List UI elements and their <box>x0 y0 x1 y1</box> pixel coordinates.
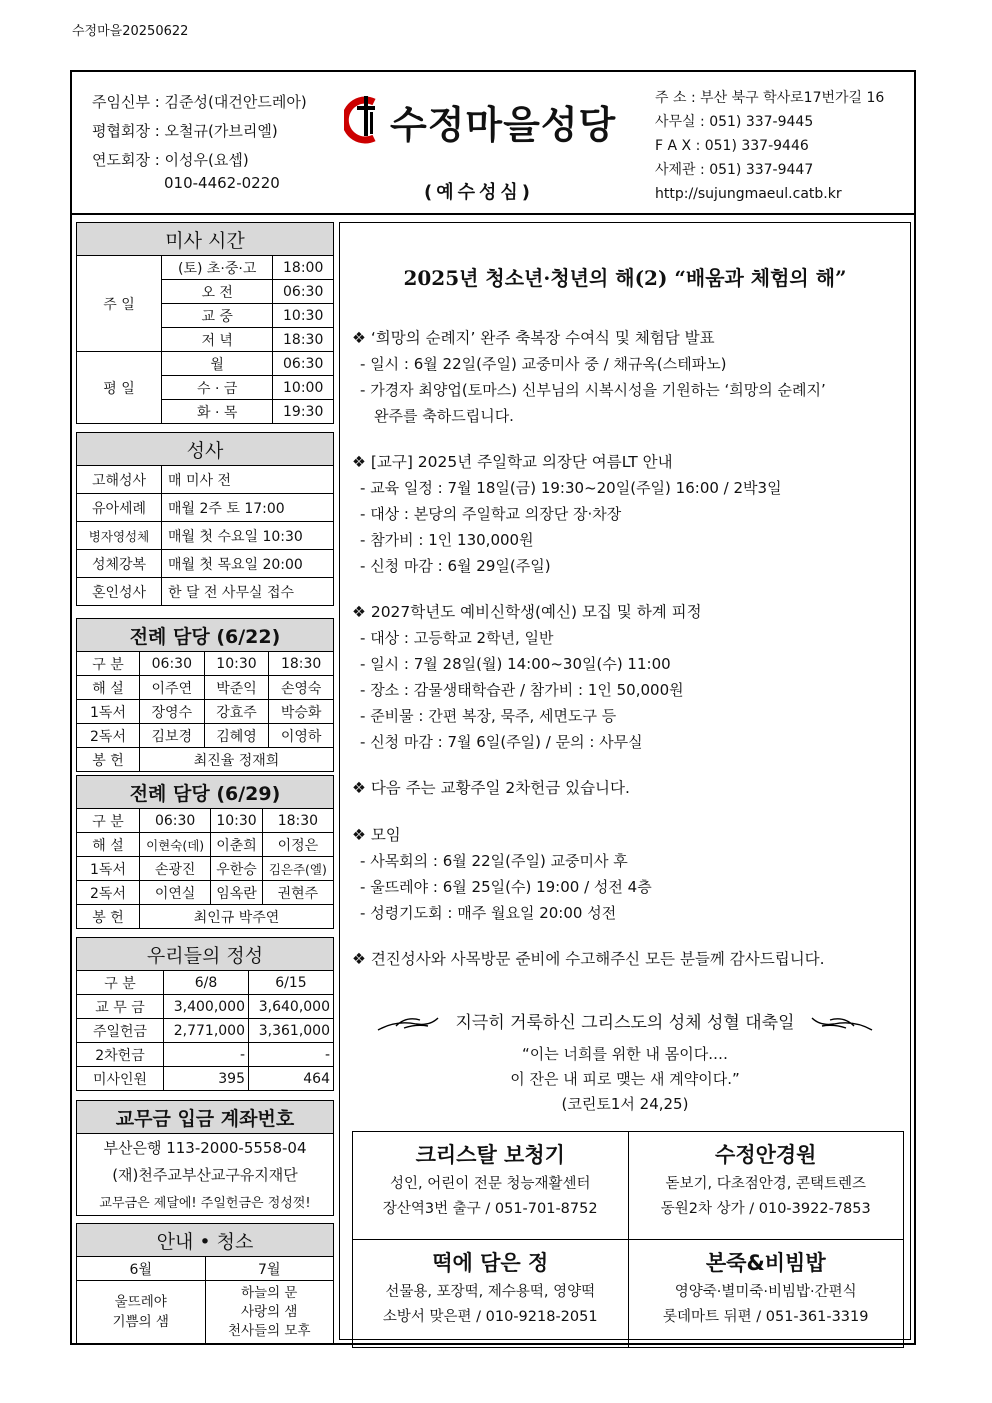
liturgy-person: 이현숙(데) <box>140 833 211 857</box>
notice-item: - 울뜨레야 : 6월 25일(수) 19:00 / 성전 4층 <box>352 874 904 900</box>
liturgy-person: 김보경 <box>140 724 205 748</box>
notice-pilgrimage <box>352 325 904 429</box>
council-head: 평협회장 : 오철규(가브리엘) <box>92 122 278 140</box>
office-phone: 사무실 : 051) 337-9445 <box>655 114 814 130</box>
liturgy-table-0629 <box>76 775 334 929</box>
offering-value: 395 <box>164 1067 249 1091</box>
liturgy-header: 18:30 <box>269 652 334 676</box>
notice-second-collection <box>352 775 904 801</box>
cleaning-july <box>205 1281 334 1344</box>
parish-title: 수정마을성당 <box>390 103 617 147</box>
mass-name: 월 <box>162 352 273 376</box>
sacrament-name: 병자영성체 <box>77 522 162 550</box>
ad-cell <box>628 1240 904 1348</box>
ad-name: 수정안경원 <box>715 1143 817 1167</box>
quote-line: 이 잔은 내 피로 맺는 새 계약이다.” <box>510 1070 740 1088</box>
offering-value: 2,771,000 <box>164 1019 249 1043</box>
sacrament-time: 매월 2주 토 17:00 <box>162 494 334 522</box>
ad-contact: 소방서 맞은편 / 010-9218-2051 <box>382 1309 598 1325</box>
sacrament-time: 매월 첫 목요일 20:00 <box>162 550 334 578</box>
sacrament-time: 매월 첫 수요일 10:30 <box>162 522 334 550</box>
notice-item-continuation: 완주를 축하드립니다. <box>374 407 514 425</box>
rectory-phone: 사제관 : 051) 337-9447 <box>655 162 814 178</box>
parish-motto: (예수성심) <box>424 182 535 203</box>
liturgy-header: 06:30 <box>140 809 211 833</box>
cleaning-group: 기쁨의 샘 <box>112 1314 169 1330</box>
liturgy-person: 이연실 <box>140 881 211 905</box>
parish-emblem-icon <box>344 92 390 148</box>
notice-title: ❖ 모임 <box>352 822 904 848</box>
sacrament-name: 성체강복 <box>77 550 162 578</box>
mass-time: 19:30 <box>273 400 334 424</box>
ad-contact: 롯데마트 뒤편 / 051-361-3319 <box>663 1309 869 1325</box>
liturgy-role: 2독서 <box>77 881 140 905</box>
mass-name: 수 · 금 <box>162 376 273 400</box>
elders-phone: 010-4462-0220 <box>164 174 280 192</box>
notice-thanks <box>352 946 904 972</box>
notice-item: - 준비물 : 간편 복장, 묵주, 세면도구 등 <box>352 703 904 729</box>
liturgy-person: 우한승 <box>211 857 262 881</box>
notice-item: - 참가비 : 1인 130,000원 <box>352 527 904 553</box>
sacrament-time: 한 달 전 사무실 접수 <box>162 578 334 606</box>
quote-line: “이는 너희를 위한 내 몸이다.… <box>521 1045 728 1063</box>
liturgy-role: 1독서 <box>77 700 140 724</box>
cleaning-table <box>76 1223 334 1344</box>
cleaning-title: 안내 • 청소 <box>77 1224 334 1257</box>
staff-info <box>92 88 307 198</box>
cleaning-month: 6월 <box>77 1257 206 1281</box>
quote-reference: (코린토1서 24,25) <box>561 1095 689 1113</box>
ad-cell <box>353 1240 629 1348</box>
document-id: 수정마을20250622 <box>72 24 189 39</box>
elders-head: 연도회장 : 이성우(요셉) <box>92 151 249 169</box>
header-divider <box>70 213 916 215</box>
offering-label: 교 무 금 <box>77 995 164 1019</box>
mass-name: (토) 초·중·고 <box>162 256 273 280</box>
notice-item: - 대상 : 본당의 주일학교 의장단 장·차장 <box>352 501 904 527</box>
offering-table <box>76 937 334 1091</box>
liturgy-header: 구 분 <box>77 652 140 676</box>
ad-name: 떡에 담은 정 <box>432 1251 549 1275</box>
ad-contact: 장산역3번 출구 / 051-701-8752 <box>382 1201 598 1217</box>
ads-table <box>352 1131 904 1348</box>
sacrament-name: 유아세례 <box>77 494 162 522</box>
mass-time: 18:30 <box>273 328 334 352</box>
mass-time: 10:30 <box>273 304 334 328</box>
liturgy-person: 손광진 <box>140 857 211 881</box>
liturgy-person: 이영하 <box>269 724 334 748</box>
mass-name: 오 전 <box>162 280 273 304</box>
ad-cell <box>628 1132 904 1240</box>
ad-desc: 영양죽·별미죽·비빔밥·간편식 <box>674 1284 857 1300</box>
weekday-label: 평 일 <box>77 352 162 424</box>
offering-value: 3,361,000 <box>249 1019 334 1043</box>
liturgy-header: 06:30 <box>140 652 205 676</box>
mass-times-table <box>76 222 334 424</box>
cleaning-group: 울뜨레야 <box>114 1294 167 1310</box>
liturgy-title: 전례 담당 (6/22) <box>77 619 334 652</box>
notice-item: - 성령기도회 : 매주 월요일 20:00 성전 <box>352 900 904 926</box>
mass-name: 교 중 <box>162 304 273 328</box>
sacraments-title: 성사 <box>77 433 334 466</box>
account-holder: (재)천주교부산교구유지재단 <box>77 1161 334 1188</box>
offering-header: 구 분 <box>77 971 164 995</box>
sacrament-time: 매 미사 전 <box>162 466 334 494</box>
offering-value: 3,400,000 <box>164 995 249 1019</box>
notice-item: - 일시 : 6월 22일(주일) 교중미사 중 / 채규옥(스테파노) <box>352 351 904 377</box>
cleaning-group: 천사들의 모후 <box>227 1322 311 1339</box>
cleaning-month: 7월 <box>205 1257 334 1281</box>
account-note: 교무금은 제달에! 주일헌금은 정성껏! <box>77 1188 334 1216</box>
liturgy-table-0622 <box>76 618 334 772</box>
feast-banner <box>339 1008 911 1033</box>
notice-meetings <box>352 822 904 926</box>
liturgy-person: 이춘희 <box>211 833 262 857</box>
liturgy-person: 김은주(엘) <box>262 857 333 881</box>
bank-account: 부산은행 113-2000-5558-04 <box>77 1134 334 1162</box>
liturgy-role: 해 설 <box>77 833 140 857</box>
pastor: 주임신부 : 김준성(대건안드레아) <box>92 93 307 111</box>
sacrament-name: 혼인성사 <box>77 578 162 606</box>
notice-item: - 장소 : 감물생태학습관 / 참가비 : 1인 50,000원 <box>352 677 904 703</box>
notice-title: ❖ [교구] 2025년 주일학교 의장단 여름LT 안내 <box>352 449 904 475</box>
ad-name: 크리스탈 보청기 <box>415 1143 565 1167</box>
ornament-left-icon <box>376 1014 442 1032</box>
ad-cell <box>353 1132 629 1240</box>
liturgy-header: 10:30 <box>211 809 262 833</box>
liturgy-role: 봉 헌 <box>77 905 140 929</box>
liturgy-role: 해 설 <box>77 676 140 700</box>
liturgy-person: 이주연 <box>140 676 205 700</box>
cleaning-june <box>77 1281 206 1344</box>
offering-value: - <box>249 1043 334 1067</box>
notice-title: ❖ 2027학년도 예비신학생(예신) 모집 및 하계 피정 <box>352 599 904 625</box>
mass-name: 화 · 목 <box>162 400 273 424</box>
scripture-quote <box>339 1042 911 1117</box>
notice-title: ❖ 다음 주는 교황주일 2차헌금 있습니다. <box>352 775 904 801</box>
notice-item: - 일시 : 7월 28일(월) 14:00~30일(수) 11:00 <box>352 651 904 677</box>
parish-logo <box>344 92 644 152</box>
mass-name: 저 녁 <box>162 328 273 352</box>
cleaning-group: 하늘의 문 <box>241 1284 298 1301</box>
notice-item: - 가경자 최양업(토마스) 신부님의 시복시성을 기원하는 ‘희망의 순례지’ <box>352 377 904 403</box>
mass-time: 18:00 <box>273 256 334 280</box>
website-link[interactable]: http://sujungmaeul.catb.kr <box>655 186 842 202</box>
liturgy-role: 봉 헌 <box>77 748 140 772</box>
liturgy-person: 이정은 <box>262 833 333 857</box>
liturgy-person: 김혜영 <box>204 724 269 748</box>
mass-time: 06:30 <box>273 280 334 304</box>
liturgy-person: 강효주 <box>204 700 269 724</box>
ad-name: 본죽&비빔밥 <box>705 1251 826 1275</box>
notice-title: ❖ 견진성사와 사목방문 준비에 수고해주신 모든 분들께 감사드립니다. <box>352 946 904 972</box>
liturgy-header: 구 분 <box>77 809 140 833</box>
sacraments-table <box>76 432 334 606</box>
offering-label: 미사인원 <box>77 1067 164 1091</box>
notice-item: - 신청 마감 : 6월 29일(주일) <box>352 553 904 579</box>
offering-value: - <box>164 1043 249 1067</box>
mass-times-title: 미사 시간 <box>77 223 334 256</box>
feast-title: 지극히 거룩하신 그리스도의 성체 성혈 대축일 <box>455 1013 795 1033</box>
liturgy-title: 전례 담당 (6/29) <box>77 776 334 809</box>
offering-title: 우리들의 정성 <box>77 938 334 971</box>
liturgy-role: 1독서 <box>77 857 140 881</box>
liturgy-person: 장영수 <box>140 700 205 724</box>
account-table <box>76 1100 334 1216</box>
liturgy-offer: 최진율 정재희 <box>140 748 334 772</box>
liturgy-header: 18:30 <box>262 809 333 833</box>
liturgy-person: 박승화 <box>269 700 334 724</box>
sunday-label: 주 일 <box>77 256 162 352</box>
ad-contact: 동원2차 상가 / 010-3922-7853 <box>660 1201 871 1217</box>
mass-time: 10:00 <box>273 376 334 400</box>
account-title: 교무금 입금 계좌번호 <box>77 1101 334 1134</box>
liturgy-header: 10:30 <box>204 652 269 676</box>
ad-desc: 돋보기, 다초점안경, 콘택트렌즈 <box>665 1176 867 1192</box>
offering-value: 3,640,000 <box>249 995 334 1019</box>
liturgy-offer: 최인규 박주연 <box>140 905 334 929</box>
sacrament-name: 고해성사 <box>77 466 162 494</box>
offering-header: 6/15 <box>249 971 334 995</box>
liturgy-person: 임옥란 <box>211 881 262 905</box>
ornament-right-icon <box>808 1014 874 1032</box>
liturgy-role: 2독서 <box>77 724 140 748</box>
ad-desc: 선물용, 포장떡, 제수용떡, 영양떡 <box>385 1284 596 1300</box>
notice-seminary <box>352 599 904 755</box>
notice-item: - 교육 일정 : 7월 18일(금) 19:30~20일(주일) 16:00 / 2박3일 <box>352 475 904 501</box>
offering-header: 6/8 <box>164 971 249 995</box>
year-theme: 2025년 청소년·청년의 해(2) “배움과 체험의 해” <box>403 266 847 290</box>
offering-label: 2차헌금 <box>77 1043 164 1067</box>
contact-info <box>655 86 884 206</box>
notice-summer-lt <box>352 449 904 579</box>
mass-time: 06:30 <box>273 352 334 376</box>
notice-item: - 사목회의 : 6월 22일(주일) 교중미사 후 <box>352 848 904 874</box>
notice-item: - 대상 : 고등학교 2학년, 일반 <box>352 625 904 651</box>
offering-label: 주일헌금 <box>77 1019 164 1043</box>
ad-desc: 성인, 어린이 전문 청능재활센터 <box>389 1176 591 1192</box>
notice-title: ❖ ‘희망의 순례지’ 완주 축복장 수여식 및 체험담 발표 <box>352 325 904 351</box>
address: 주 소 : 부산 북구 학사로17번가길 16 <box>655 90 885 106</box>
notice-item: - 신청 마감 : 7월 6일(주일) / 문의 : 사무실 <box>352 729 904 755</box>
liturgy-person: 박준익 <box>204 676 269 700</box>
offering-value: 464 <box>249 1067 334 1091</box>
cleaning-group: 사랑의 샘 <box>241 1303 298 1320</box>
fax: F A X : 051) 337-9446 <box>655 138 809 154</box>
liturgy-person: 권현주 <box>262 881 333 905</box>
liturgy-person: 손영숙 <box>269 676 334 700</box>
